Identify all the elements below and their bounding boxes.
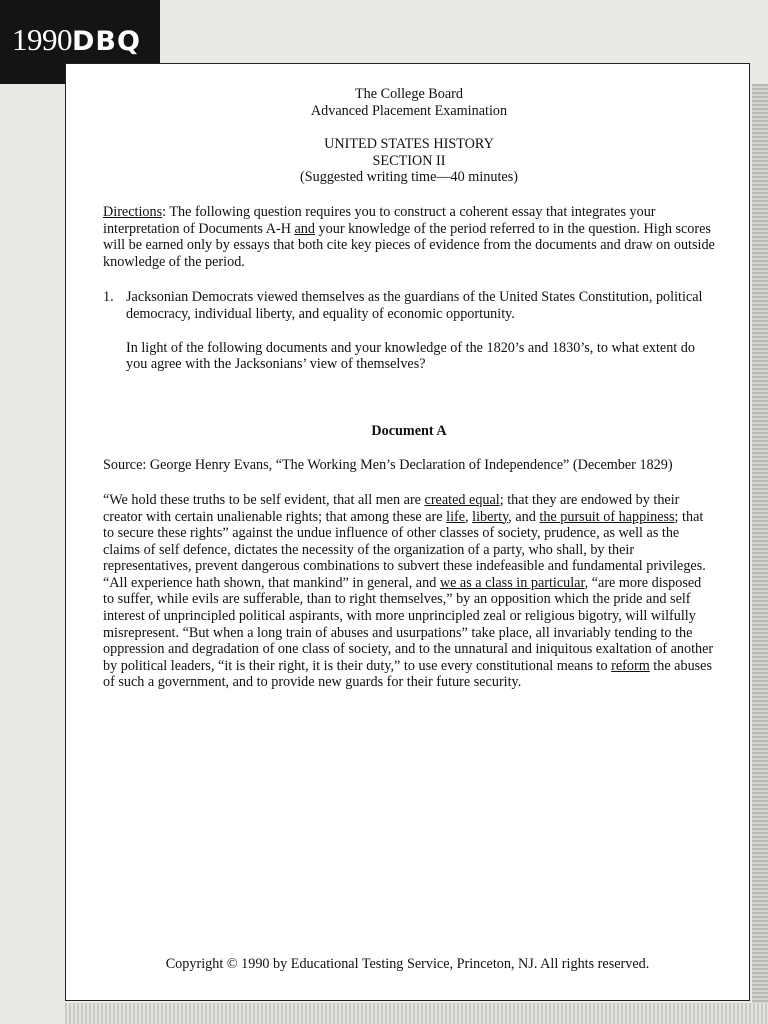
exam-page	[65, 63, 750, 1001]
subject-title: UNITED STATES HISTORY	[324, 136, 494, 153]
copyright-footer: Copyright © 1990 by Educational Testing Service, Princeton, NJ. All rights reserved.	[165, 956, 650, 972]
quote-underline-life: life	[446, 508, 466, 525]
board-header	[103, 86, 715, 119]
board-name: The College Board	[355, 86, 463, 102]
exam-name: Advanced Placement Examination	[310, 102, 508, 119]
quote-part-2: ; that they are endowed by their creator with certain unalienable rights; that among these are	[103, 491, 680, 525]
question-number: 1.	[103, 289, 114, 306]
quote-part-3: ,	[465, 508, 473, 525]
quote-part-7: the abuses of such a government, and to provide new guards for their future security.	[103, 657, 713, 691]
section-header	[103, 136, 715, 186]
writing-time: (Suggested writing time—40 minutes)	[300, 169, 518, 186]
quote-part-4: , and	[508, 508, 540, 525]
quote-underline-reform: reform	[611, 657, 650, 674]
page-stack-edge-bottom	[65, 1003, 768, 1024]
question-text: Jacksonian Democrats viewed themselves as the guardians of the United States Constitution, political democracy, individual liberty, and equality of economic opportunity.	[126, 289, 703, 322]
document-source: Source: George Henry Evans, “The Working Men’s Declaration of Independence” (December 1829)	[103, 457, 673, 474]
quote-underline-liberty: liberty	[472, 508, 509, 525]
quote-part-1: “We hold these truths to be self evident, that all men are	[103, 491, 425, 508]
directions-label: Directions	[103, 203, 163, 220]
page-content	[103, 86, 715, 691]
directions-paragraph	[103, 204, 715, 270]
tab-dbq-label: DBQ	[72, 26, 141, 57]
quote-underline-created-equal: created equal	[424, 491, 500, 508]
document-quote	[103, 492, 715, 691]
document-title: Document A	[371, 422, 447, 439]
tab-year: 1990	[12, 22, 72, 57]
quote-underline-class: we as a class in particular	[439, 574, 585, 591]
question-1	[103, 289, 715, 322]
directions-text-a: : The following question requires you to construct a coherent essay that integrates your interpretation of Documents A-H	[103, 203, 656, 237]
page-stack-edge-right	[752, 84, 768, 1004]
section-title: SECTION II	[372, 152, 446, 169]
quote-part-6: , “are more disposed to suffer, while evils are sufferable, than to right themselves,” by an opposition which the pride and self interest of unprincipled political aspirants, with more unprincipled zeal or religious bigotry, will wilfully misrepresent. “But when a long train of abuses and usurpations” take place, all invariably tending to the oppression and degradation of one class of society, and to the unnatural and iniquitous exaltation of another by political leaders, “it is their right, it is their duty,” to use every constitutional means to	[103, 574, 714, 674]
quote-part-5: ; that to secure these rights” against the undue influence of other classes of society, prudence, as well as the claims of self defence, dictates the necessity of the organization of a party, who shall, by their representatives, prevent dangerous combinations to subvert these indefeasible and fundamental privileges. “All experience hath shown, that mankind” in general, and	[103, 508, 706, 591]
question-prompt: In light of the following documents and your knowledge of the 1820’s and 1830’s, to what extent do you agree with the Jacksonians’ view of themselves?	[126, 339, 695, 373]
directions-and: and	[294, 220, 315, 237]
directions-text-b: your knowledge of the period referred to in the question. High scores will be earned only by essays that both cite key pieces of evidence from the documents and draw on outside knowledge of the period.	[103, 220, 715, 270]
quote-underline-pursuit: the pursuit of happiness	[539, 508, 675, 525]
